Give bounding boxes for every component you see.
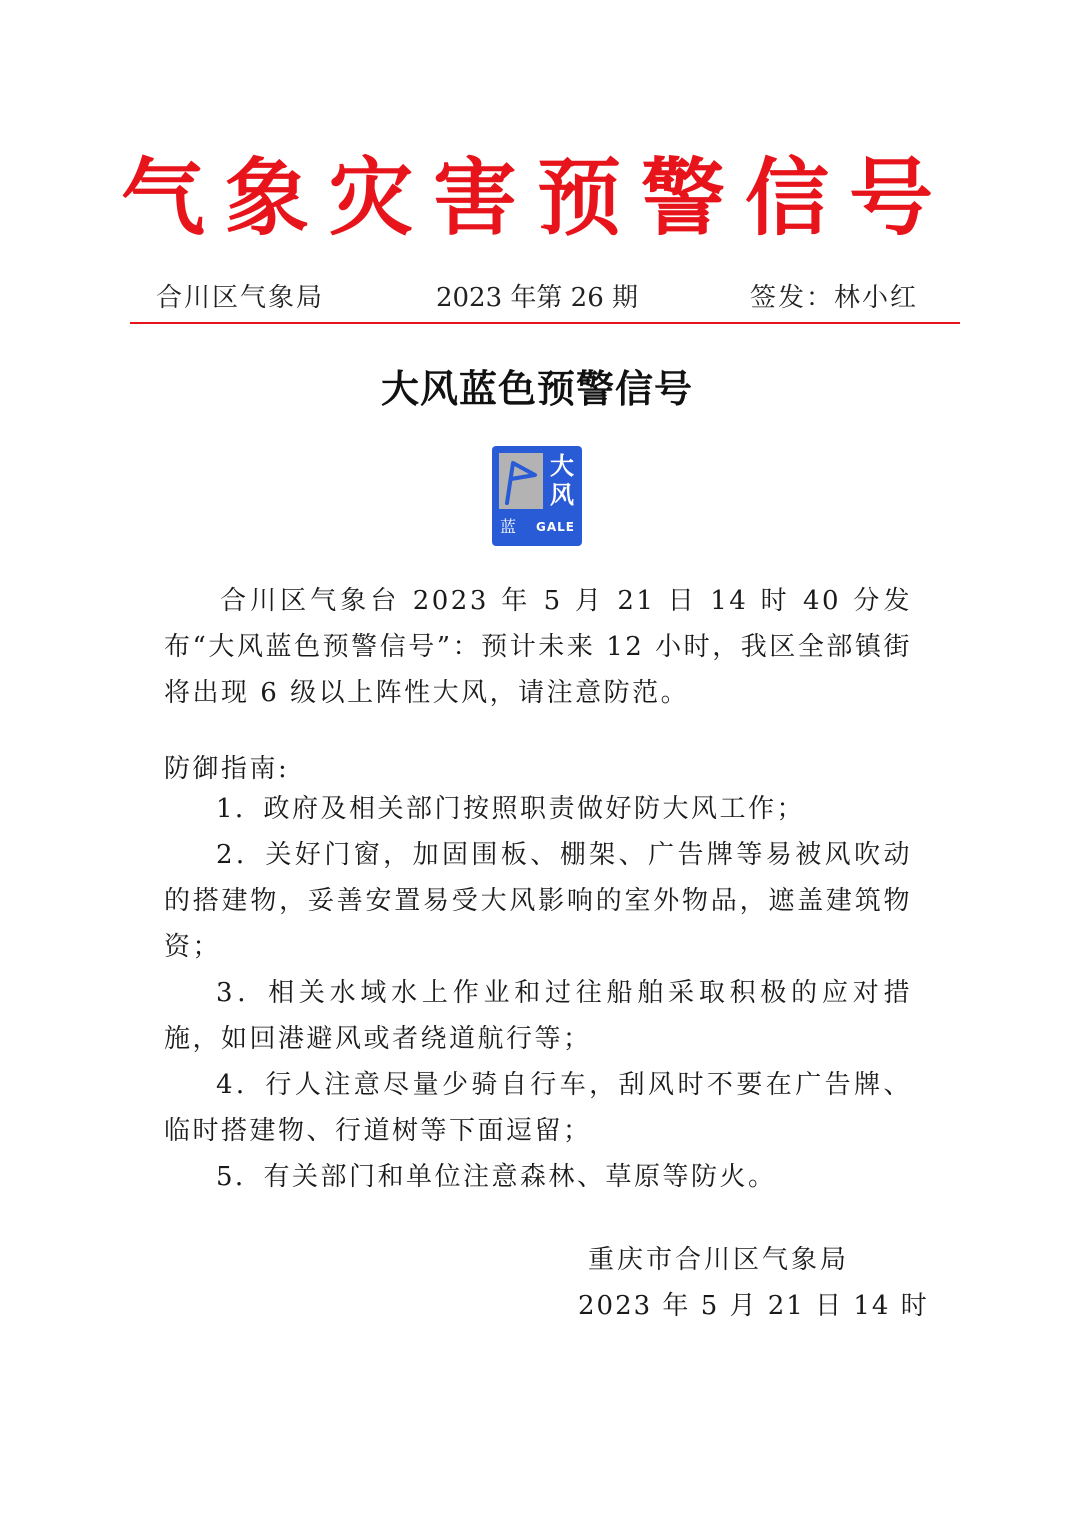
masthead-title: 气象灾害预警信号 <box>120 148 953 247</box>
signal-english-label: GALE <box>536 520 575 534</box>
list-item: 5．有关部门和单位注意森林、草原等防火。 <box>216 1162 777 1192</box>
signature-organization: 重庆市合川区气象局 <box>588 1245 850 1275</box>
defense-guide-heading: 防御指南: <box>164 754 290 784</box>
signal-name: 大风 <box>550 452 574 509</box>
signal-flag-panel <box>499 453 543 509</box>
list-item: 1．政府及相关部门按照职责做好防大风工作； <box>216 794 806 824</box>
flag-icon <box>499 453 543 509</box>
issue-number: 2023 年第 26 期 <box>435 283 639 313</box>
defense-guide-list <box>164 786 912 1200</box>
announcement-paragraph: 合川区气象台 2023 年 5 月 21 日 14 时 40 分发布“大风蓝色预警信号”：预计未来 12 小时，我区全部镇街将出现 6 级以上阵性大风，请注意防范。 <box>164 586 912 708</box>
signal-level: 蓝 <box>500 517 517 536</box>
list-item: 3．相关水域水上作业和过往船舶采取积极的应对措施，如回港避风或者绕道航行等； <box>164 978 912 1054</box>
signer: 签发：林小红 <box>749 283 918 313</box>
list-item: 4．行人注意尽量少骑自行车，刮风时不要在广告牌、临时搭建物、行道树等下面逗留； <box>164 1070 912 1146</box>
header-divider <box>130 322 960 324</box>
list-item: 2．关好门窗，加固围板、棚架、广告牌等易被风吹动的搭建物，妥善安置易受大风影响的室外物品，遮盖建筑物资； <box>164 840 912 962</box>
gale-blue-signal-icon <box>492 446 582 546</box>
issuer: 合川区气象局 <box>156 283 325 313</box>
document-title: 大风蓝色预警信号 <box>380 366 693 411</box>
signature-date: 2023 年 5 月 21 日 14 时 <box>578 1291 929 1321</box>
